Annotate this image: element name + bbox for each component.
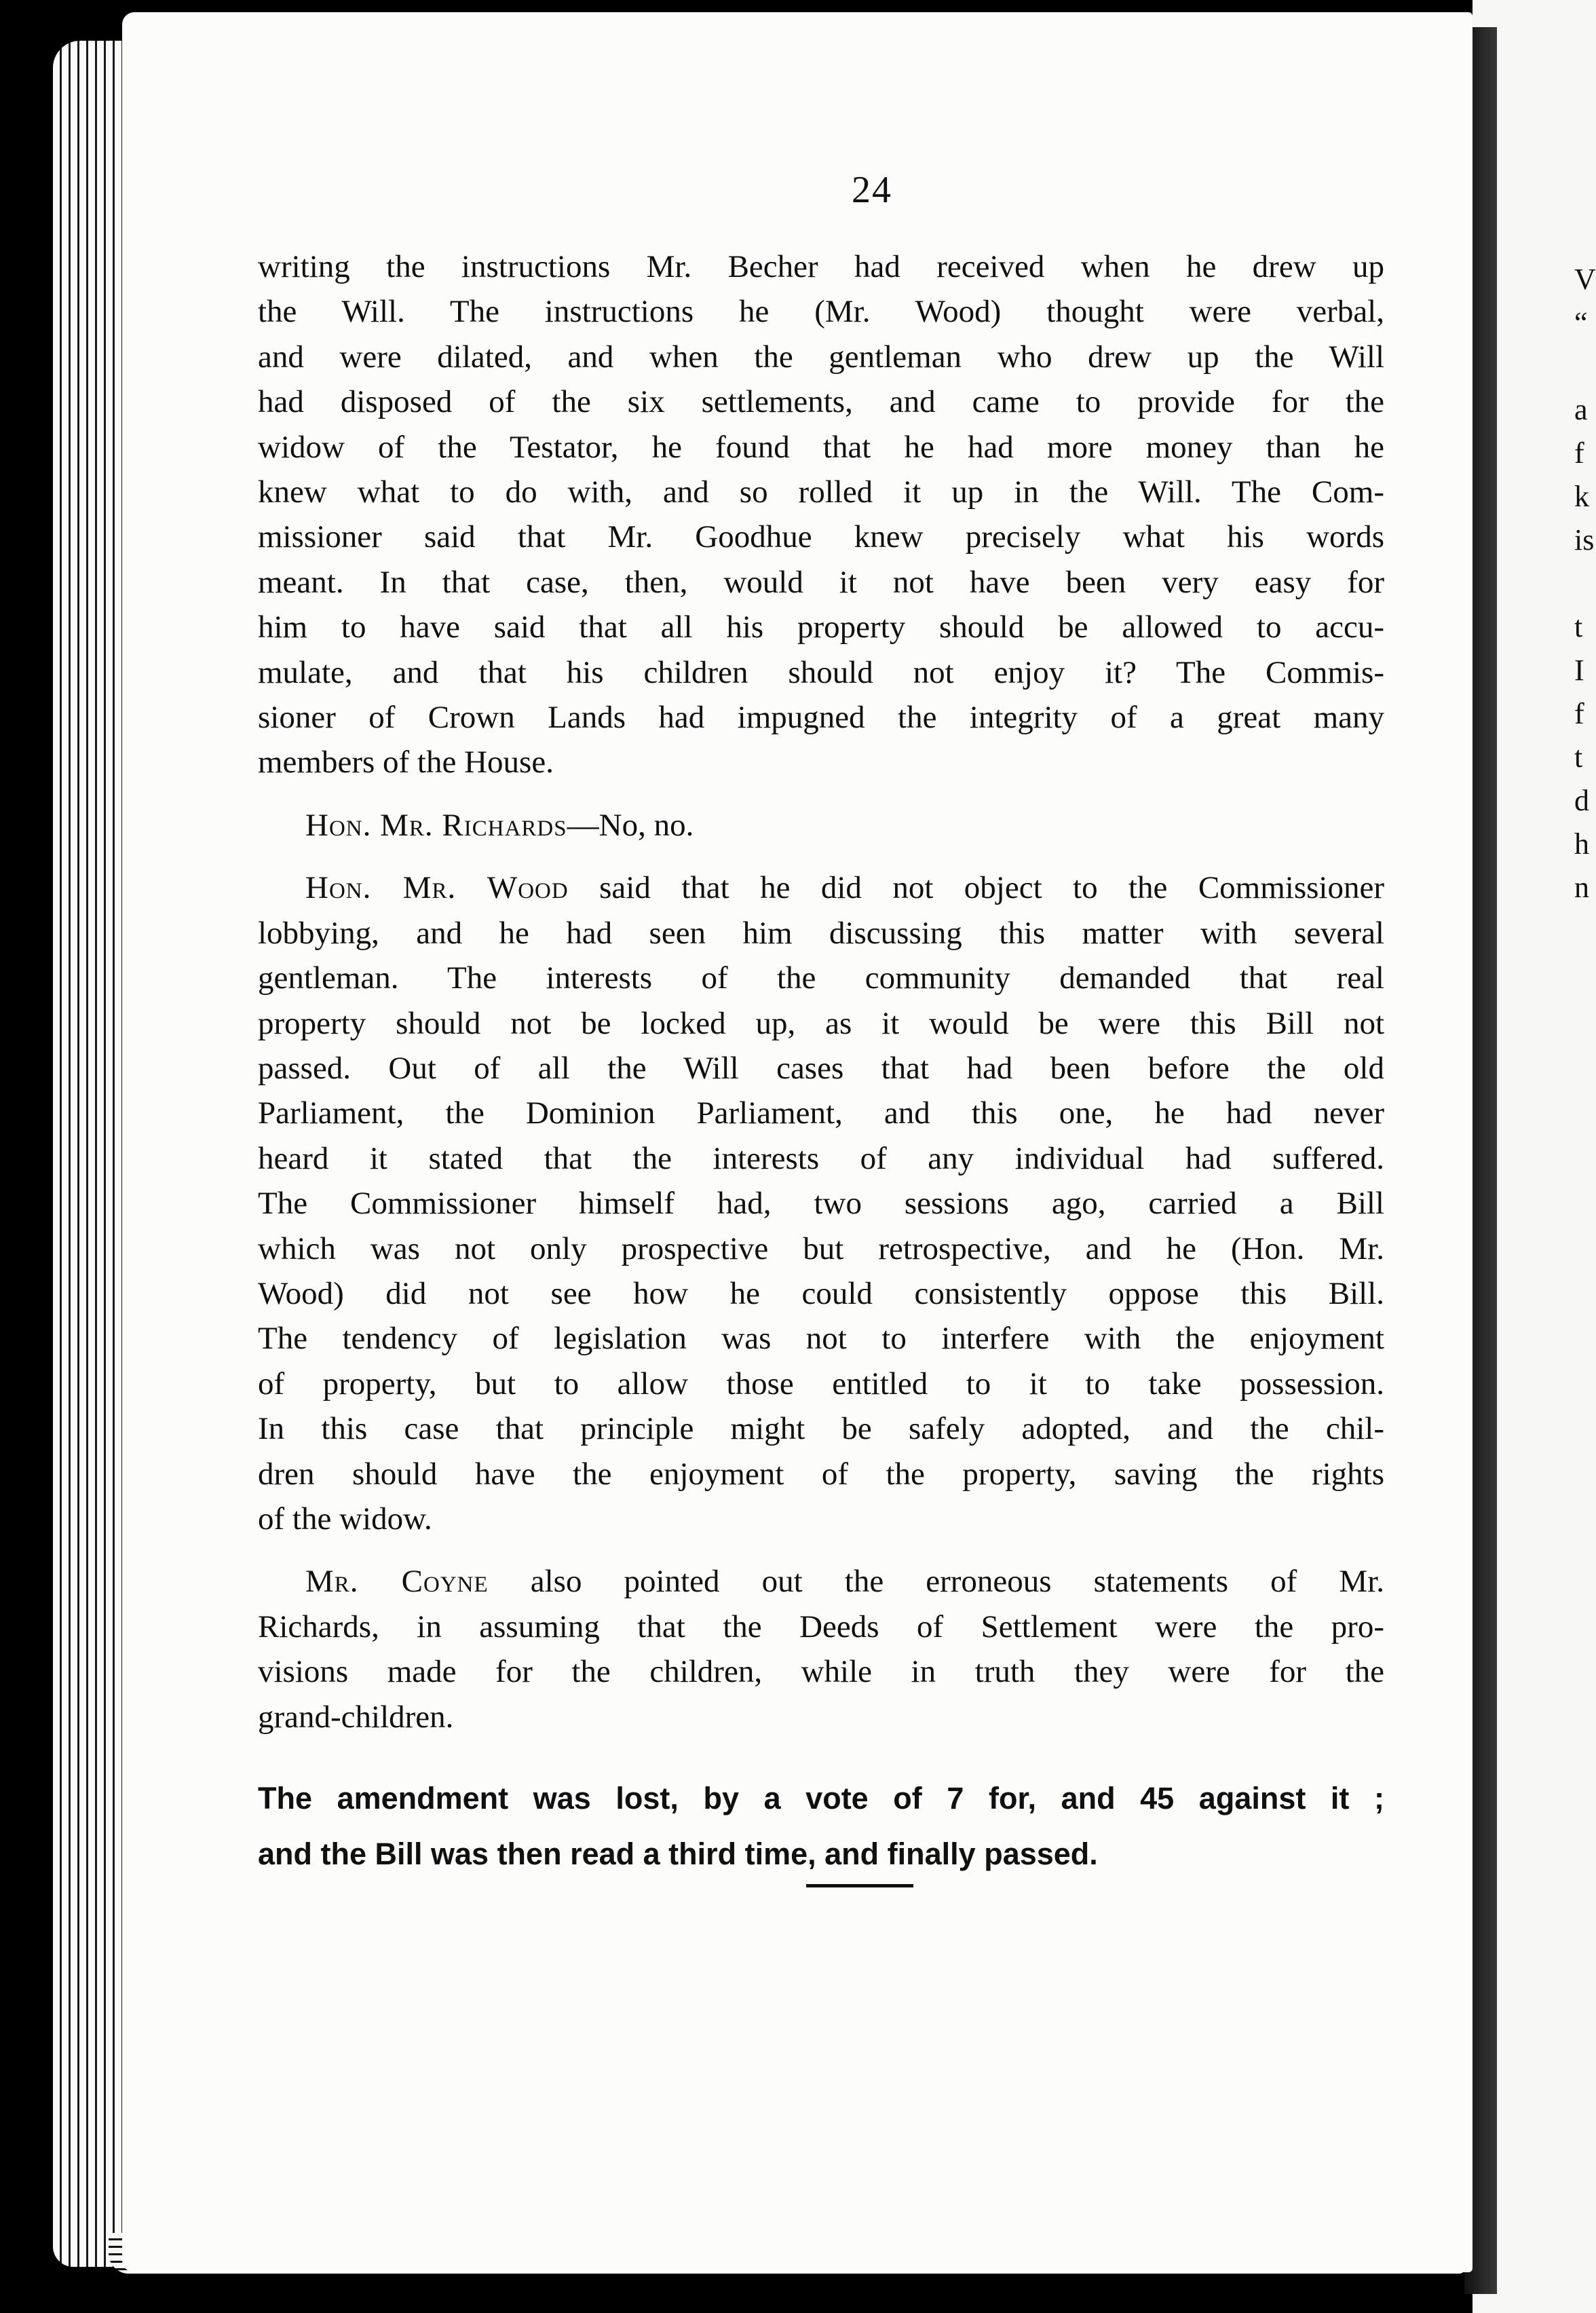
text-line: meant. In that case, then, would it not have been very easy for xyxy=(258,564,1384,600)
next-page-fragment: f xyxy=(1574,436,1584,470)
text-line: and were dilated, and when the gentleman who drew up the Will xyxy=(258,339,1384,375)
text-line: missioner said that Mr. Goodhue knew precisely what his words xyxy=(258,519,1384,555)
text-line: The Commissioner himself had, two sessions ago, carried a Bill xyxy=(258,1186,1384,1222)
text-line: visions made for the children, while in truth they were for the xyxy=(258,1654,1384,1690)
text-line: heard it stated that the interests of any individual had suffered. xyxy=(258,1140,1384,1176)
text-line xyxy=(258,865,1384,910)
end-rule xyxy=(806,1884,913,1887)
speech-text: writing the instructions Mr. Becher had received when he drew up xyxy=(258,249,1384,284)
paragraph-wood-speech xyxy=(258,865,1384,1541)
text-line: Wood) did not see how he could consistently oppose this Bill. xyxy=(258,1275,1384,1311)
text-line xyxy=(258,1559,1384,1604)
next-page-fragment: is xyxy=(1574,523,1595,557)
page-number: 24 xyxy=(852,169,892,211)
next-page-fragment: V xyxy=(1574,263,1596,296)
next-page-fragment: n xyxy=(1574,871,1589,904)
speaker-name: Mr. Coyne xyxy=(305,1564,489,1600)
text-line: Parliament, the Dominion Parliament, and this one, he had never xyxy=(258,1095,1384,1131)
text-line: knew what to do with, and so rolled it up in the Will. The Com- xyxy=(258,474,1384,510)
next-page-fragment: d xyxy=(1574,784,1589,817)
speech-text: —No, no. xyxy=(567,807,694,843)
text-line: sioner of Crown Lands had impugned the integrity of a great many xyxy=(258,700,1384,736)
next-page-fragments xyxy=(1574,258,1596,909)
next-page-fragment: f xyxy=(1574,697,1584,730)
paragraph-wood-argument xyxy=(258,244,1384,785)
text-line: mulate, and that his children should not enjoy it? The Commis- xyxy=(258,654,1384,690)
text-line: which was not only prospective but retrospective, and he (Hon. Mr. xyxy=(258,1230,1384,1266)
vote-result-line: The amendment was lost, by a vote of 7 for, and 45 against it ; xyxy=(258,1781,1384,1816)
paragraph-coyne-speech xyxy=(258,1559,1384,1740)
text-line: of the widow. xyxy=(258,1501,432,1537)
next-page-fragment: k xyxy=(1574,480,1589,513)
next-page-fragment: I xyxy=(1574,654,1584,687)
text-line: gentleman. The interests of the community demanded that real xyxy=(258,960,1384,996)
text-line: property should not be locked up, as it would be were this Bill not xyxy=(258,1005,1384,1041)
text-line: of property, but to allow those entitled to it to take possession. xyxy=(258,1366,1384,1402)
next-page-fragment: a xyxy=(1574,393,1588,426)
text-line: dren should have the enjoyment of the property, saving the rights xyxy=(258,1456,1384,1492)
text-line: In this case that principle might be safely adopted, and the chil- xyxy=(258,1411,1384,1447)
text-line: widow of the Testator, he found that he had more money than he xyxy=(258,429,1384,465)
next-page-fragment xyxy=(1574,345,1596,388)
text-line: the Will. The instructions he (Mr. Wood) thought were verbal, xyxy=(258,294,1384,330)
text-line: passed. Out of all the Will cases that had been before the old xyxy=(258,1050,1384,1086)
text-line: had disposed of the six settlements, and came to provide for the xyxy=(258,384,1384,420)
next-page-fragment: h xyxy=(1574,827,1589,861)
vote-result xyxy=(258,1771,1384,1882)
body-text xyxy=(258,244,1384,1882)
next-page-fragment xyxy=(1574,562,1596,605)
text-line: him to have said that all his property should be allowed to accu- xyxy=(258,609,1384,645)
next-page-fragment: t xyxy=(1574,610,1583,643)
text-line: The tendency of legislation was not to interfere with the enjoyment xyxy=(258,1321,1384,1357)
text-line: Richards, in assuming that the Deeds of Settlement were the pro- xyxy=(258,1609,1384,1644)
next-page-fragment: “ xyxy=(1574,306,1588,339)
speech-text: said that he did not object to the Commissioner xyxy=(568,870,1384,906)
text-line: lobbying, and he had seen him discussing this matter with several xyxy=(258,915,1384,951)
next-page-fragment: t xyxy=(1574,740,1583,774)
text-line: grand-children. xyxy=(258,1699,454,1735)
speech-text: also pointed out the erroneous statements of Mr. xyxy=(488,1564,1385,1600)
paragraph-richards-reply xyxy=(258,803,1384,848)
vote-result-line: and the Bill was then read a third time, and finally passed. xyxy=(258,1837,1098,1871)
text-line xyxy=(258,244,1384,289)
speaker-name: Hon. Mr. Richards xyxy=(305,807,567,843)
speaker-name: Hon. Mr. Wood xyxy=(305,870,569,906)
text-line: members of the House. xyxy=(258,745,554,781)
